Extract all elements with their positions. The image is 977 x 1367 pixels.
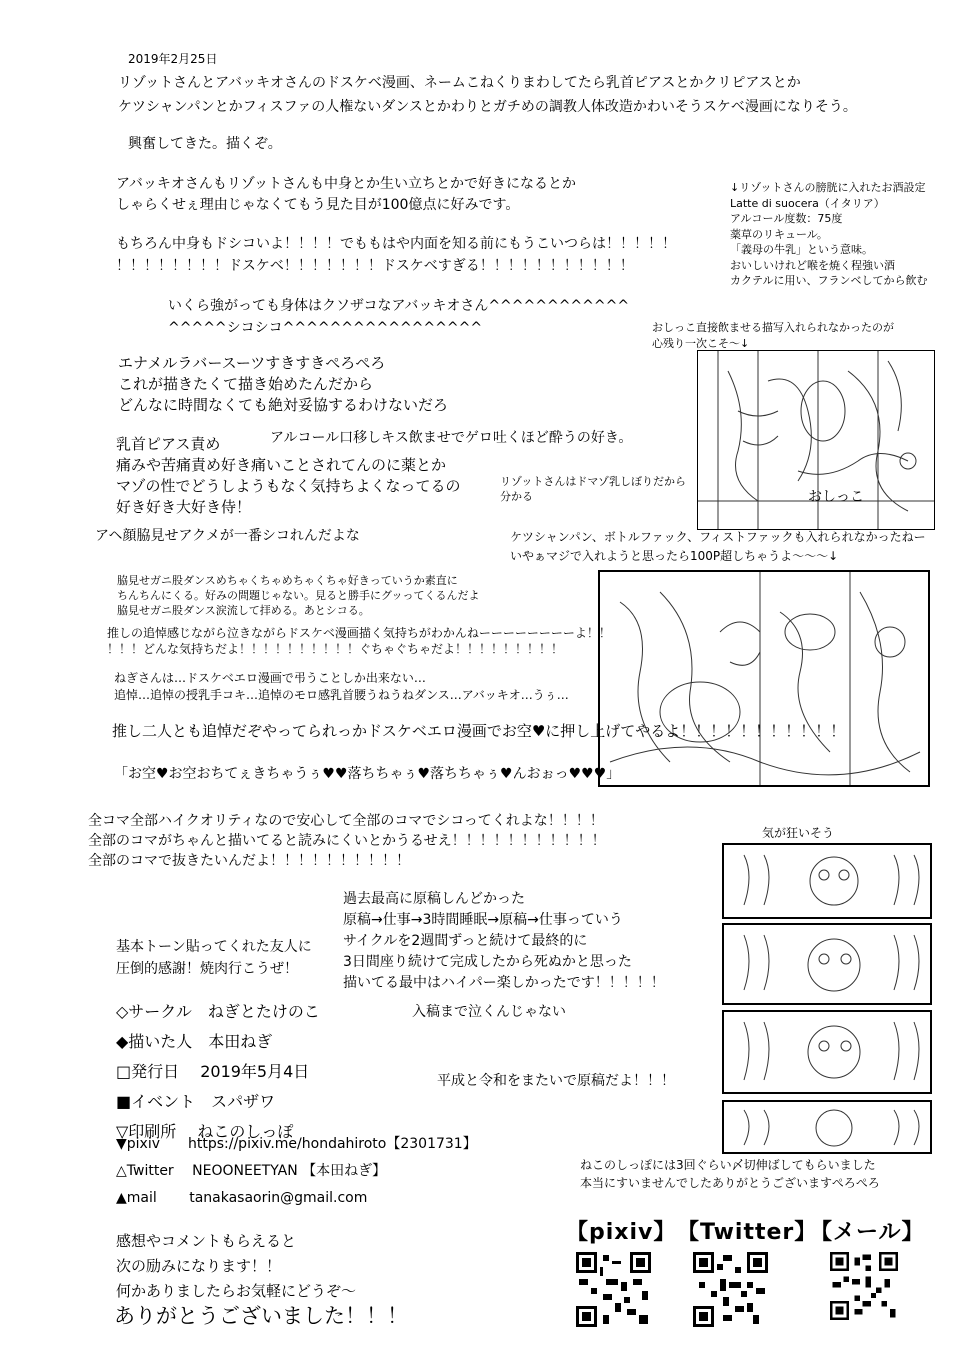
quality-block: 全コマ全部ハイクオリティなので安心して全部のコマでシコってくれよな！！！！ 全部のコマがちゃんと描いてると読みにくいとかうるせえ！！！！！！！！！！！ 全部のコマで抜きたいんだよ！！！！！！！！！！ (88, 813, 606, 869)
risotto-note: リゾットさんはドマゾ乳しぼりだから 分かる (500, 475, 687, 503)
sketch-drawing-icon (698, 351, 934, 529)
credit-printer: ▽印刷所 ねこのしっぽ (116, 1122, 294, 1141)
credit-event: ■イベント スパザワ (116, 1092, 276, 1111)
sketch-panel-2 (598, 570, 930, 787)
enamel-block: エナメルラバースーツすきすきぺろぺろ これが描きたくて描き始めたんだから どんなに時間なくても絶対妥協するわけないだろ (118, 354, 449, 414)
heisei-text: 平成と令和をまたいで原稿だよ！！！ (437, 1073, 675, 1089)
intro-text: リゾットさんとアバッキオさんのドスケベ漫画、ネームこねくりまわしてたら乳首ピアスとかクリピアスとか ケツシャンパンとかフィスファの人権ないダンスとかわりとガチめの調教人体改造かわいそうスケベ漫画になりそう。 (118, 75, 857, 115)
credit-date: □発行日 2019年5月4日 (116, 1062, 310, 1081)
champagne-note: ケツシャンパン、ボトルファック、フィストファックも入れられなかったねー いやぁマジで入れようと思ったら100P超しちゃうよ～～～↓ (510, 530, 926, 563)
sketch-row-2 (722, 923, 932, 1005)
date: 2019年2月25日 (128, 52, 218, 66)
alcohol-kiss-text: アルコール口移しキス飲ませでゲロ吐くほど酔うの好き。 (270, 430, 633, 446)
sketch-row-4 (722, 1100, 932, 1154)
negi-block: ねぎさんは…ドスケベエロ漫画で弔うことしか出来ない… 追悼…追悼の授乳手コキ…追悼のモロ感乳首腰うねうねダンス…アバッキオ…うぅ… (114, 671, 569, 702)
dont-cry-text: 入稿まで泣くんじゃない (412, 1004, 566, 1020)
ahegao-text: アヘ顔脇見せアクメが一番シコれんだよな (95, 528, 360, 544)
qr-label-mail: 【メール】 (810, 1220, 925, 1245)
inner-block: もちろん中身もドシコいよ！！！！でももはや内面を知る前にもうこいつらは！！！！！ ！！！！！！！！ドスケベ！！！！！！！ドスケベすぎる！！！！！！！！！！！ (116, 236, 676, 274)
twitter-qr-icon[interactable] (693, 1252, 768, 1327)
strong-block: いくら強がっても身体はクソザコなアバッキオさん^^^^^^^^^^^^ ^^^^^シコシコ^^^^^^^^^^^^^^^^^ (168, 298, 630, 336)
mail-qr-icon[interactable] (830, 1252, 898, 1320)
mourn-block: 推しの追悼感じながら泣きながらドスケベ漫画描く気持ちがわかんねーーーーーーーーよ！！ ！！！どんな気持ちだよ！！！！！！！！！！ぐちゃぐちゃだよ！！！！！！！！！ (107, 626, 611, 656)
like-block: アバッキオさんもリゾットさんも中身とか生い立ちとかで好きになるとか しゃらくせぇ理由じゃなくてもう見た目が100億点に好みです。 (116, 176, 577, 213)
credit-circle: ◇サークル ねぎとたけのこ (116, 1002, 320, 1021)
excited-text: 興奮してきた。描くぞ。 (128, 136, 282, 152)
pee-note: おしっこ直接飲ませる描写入れられなかったのが 心残り一次こそ～↓ (652, 321, 894, 350)
neko-note: ねこのしっぽには3回ぐらい〆切伸ばしてもらいました 本当にすいませんでしたありがとうございますぺろぺろ (580, 1158, 880, 1190)
arigatou-text: ありがとうございました！！！ (114, 1304, 408, 1328)
quote-text: 「お空♥お空おちてぇきちゃうぅ♥♥落ちちゃぅ♥落ちちゃぅ♥んおぉっ♥♥♥」 (114, 766, 621, 782)
liquor-note: ↓リゾットさんの膀胱に入れたお酒設定 Latte di suocera（イタリア） アルコール度数：75度 薬草のリキュール。 「義母の牛乳」という意味。 おいしいけれど喉を焼く程強い酒 カクテルに用い、フランベしてから飲む (730, 181, 928, 287)
qr-label-pixiv: 【pixiv】 (566, 1220, 677, 1245)
twitter-link[interactable]: △Twitter NEOONEETYAN 【本田ねぎ】 (116, 1163, 387, 1179)
svg-text:おしっこ: おしっこ (808, 489, 864, 505)
pixiv-qr-icon[interactable] (576, 1252, 651, 1327)
dance-block: 脇見せガニ股ダンスめちゃくちゃめちゃくちゃ好きっていうか素直に ちんちんにくる。好みの問題じゃない。見ると勝手にグッってくるんだよ 脇見せガニ股ダンス涙流して拝める。あとシコる。 (117, 574, 480, 617)
mail-link[interactable]: ▲mail tanakasaorin@gmail.com (116, 1190, 368, 1206)
thanks-block: 基本トーン貼ってくれた友人に 圧倒的感謝！焼肉行こうぜ！ (116, 939, 312, 977)
push-text: 推し二人とも追悼だぞやってられっかドスケベエロ漫画でお空♥に押し上げてやるよ！！！！！！！！！！！ (112, 722, 846, 740)
qr-label-twitter: 【Twitter】 (677, 1220, 818, 1245)
feedback-block: 感想やコメントもらえると 次の励みになります！！ 何かありましたらお気軽にどうぞ～ (116, 1232, 357, 1300)
sketch-row-3 (722, 1010, 932, 1094)
sketch-panel-1 (697, 350, 935, 530)
nipple-block: 乳首ピアス責め 痛みや苦痛責め好き痛いことされてんのに薬とか マゾの性でどうしようもなく気持ちよくなってるの 好き好き大好き侍！ (116, 435, 461, 516)
credit-author: ◆描いた人 本田ねぎ (116, 1032, 273, 1051)
credits-block (116, 997, 320, 1147)
pixiv-link[interactable]: ▼pixiv https://pixiv.me/hondahiroto【2301731】 (116, 1136, 477, 1152)
sketch-caption: 気が狂いそう (762, 826, 835, 840)
links-block (116, 1131, 477, 1212)
sketch-row-1 (722, 843, 932, 919)
draft-block: 過去最高に原稿しんどかった 原稿→仕事→3時間睡眠→原稿→仕事っていう サイクルを2週間ずっと続けて最終的に 3日間座り続けて完成したから死ぬかと思った 描いてる最中はハイパー楽しかったです！！！！！ (343, 891, 665, 991)
